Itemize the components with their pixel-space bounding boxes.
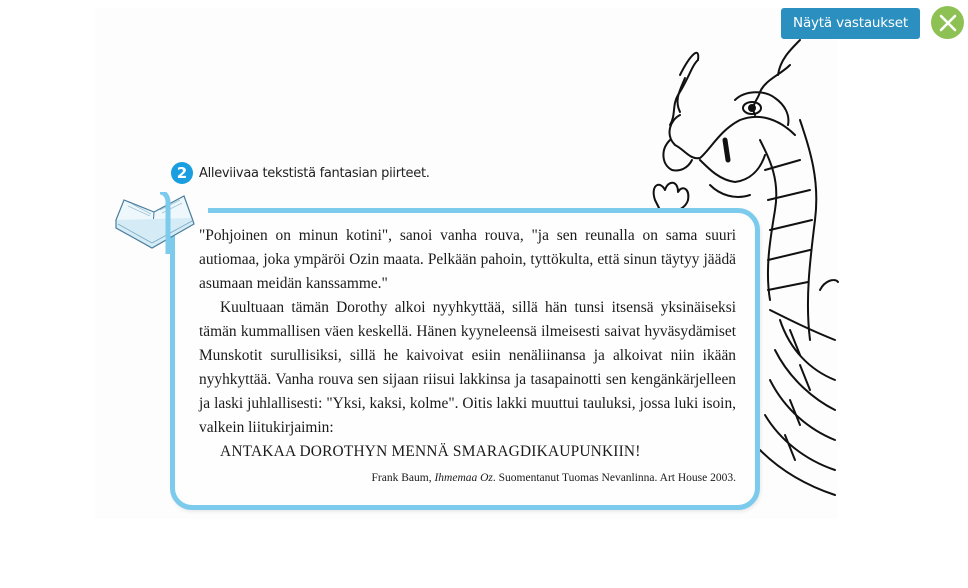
- source-title: Ihmemaa Oz: [434, 472, 493, 484]
- exercise-number-badge: 2: [171, 162, 193, 184]
- story-paragraph: Kuultuaan tämän Dorothy alkoi nyyhkyttää, sillä hän tunsi itsensä yksinäiseksi tämän kummallisen väen keskellä. Hänen kyyneleensä ilmeisesti saivat hyväsydämiset Munskotit surullisiksi, sillä he kaivoivat esiin nenäliinansa ja alkoivat niin ikään nyyhkyttää. Vanha rouva sen sijaan riisui lakkinsa ja tasapainotti sen kengänkärjelleen ja laski juhlallisesti: "Yksi, kaksi, kolme". Oitis lakki muuttui tauluksi, jossa luki isoin, valkein liitukirjaimin:: [199, 299, 736, 436]
- show-answers-button[interactable]: Näytä vastaukset: [781, 8, 920, 39]
- source-citation: [372, 472, 736, 484]
- close-icon: [938, 13, 958, 33]
- open-book-icon: [112, 192, 198, 254]
- story-sign-text: ANTAKAA DOROTHYN MENNÄ SMARAGDIKAUPUNKIIN!: [220, 443, 641, 460]
- story-paragraph: "Pohjoinen on minun kotini", sanoi vanha rouva, "ja sen reunalla on sama suuri autiomaa, joka ympäröi Ozin maata. Pelkään pahoin, tyttökulta, että sinun täytyy jäädä asumaan meidän kanssamme.": [199, 227, 736, 292]
- source-author: Frank Baum,: [371, 472, 435, 484]
- exercise-instruction: [171, 162, 430, 184]
- close-button[interactable]: [931, 6, 964, 39]
- source-details: . Suomentanut Tuomas Nevanlinna. Art House 2003.: [492, 472, 736, 484]
- exercise-instruction-text: Alleviivaa tekstistä fantasian piirteet.: [199, 165, 430, 181]
- story-text: [199, 224, 736, 464]
